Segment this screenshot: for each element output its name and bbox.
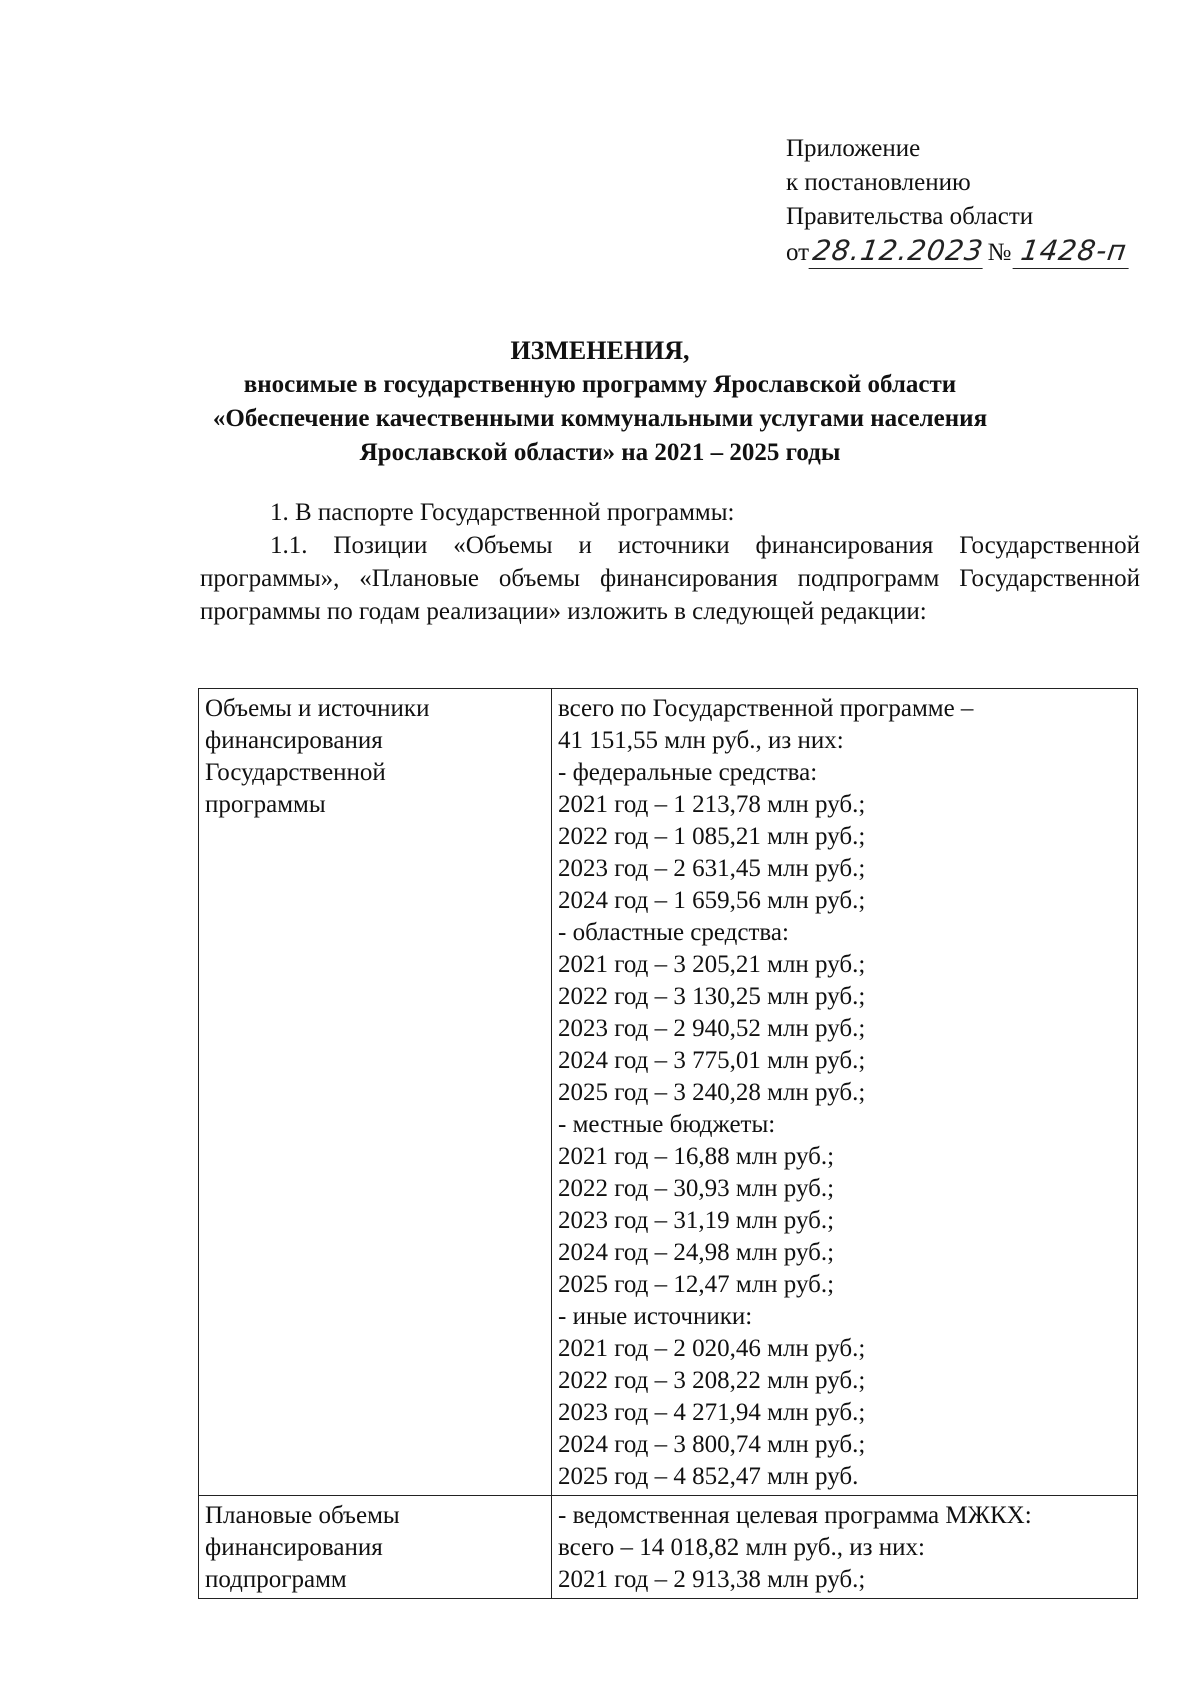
row1-label-line: Государственной [205, 759, 386, 786]
body-text [200, 496, 1140, 628]
row1-value-line: 2023 год – 31,19 млн руб.; [558, 1207, 835, 1234]
row1-value-line: 2021 год – 16,88 млн руб.; [558, 1143, 835, 1170]
table-row-subprogram-funding [199, 1496, 1138, 1599]
row2-value-cell [552, 1496, 1138, 1599]
row1-value-line: 2023 год – 4 271,94 млн руб.; [558, 1399, 866, 1426]
row2-value-line: всего – 14 018,82 млн руб., из них: [558, 1534, 925, 1561]
row2-value-line: - ведомственная целевая программа МЖКХ: [558, 1502, 1032, 1529]
row1-label-line: программы [205, 791, 326, 818]
appendix-block [786, 132, 1146, 270]
row1-value-line: 2023 год – 2 940,52 млн руб.; [558, 1015, 866, 1042]
row1-value-line: 2022 год – 30,93 млн руб.; [558, 1175, 835, 1202]
row2-label-line: Плановые объемы [205, 1502, 400, 1529]
row1-value-line: - иные источники: [558, 1303, 753, 1330]
document-subtitle-line-2: «Обеспечение качественными коммунальными услугами населения [212, 405, 988, 432]
date-prefix: от [786, 239, 810, 266]
document-subtitle-line-1: вносимые в государственную программу Ярославской области [243, 371, 957, 398]
handwritten-number: 1428-п [1013, 234, 1134, 269]
number-prefix: № [987, 239, 1012, 266]
row1-value-line: 2021 год – 2 020,46 млн руб.; [558, 1335, 866, 1362]
row1-value-line: 41 151,55 млн руб., из них: [558, 727, 844, 754]
row1-value-line: 2024 год – 3 800,74 млн руб.; [558, 1431, 866, 1458]
row2-label-line: подпрограмм [205, 1566, 347, 1593]
document-heading [180, 334, 1020, 470]
passport-table [198, 688, 1138, 1599]
row1-value-line: 2021 год – 3 205,21 млн руб.; [558, 951, 866, 978]
row1-value-line: 2024 год – 1 659,56 млн руб.; [558, 887, 866, 914]
row2-label-cell [199, 1496, 552, 1599]
row1-label-line: финансирования [205, 727, 383, 754]
row1-value-line: - местные бюджеты: [558, 1111, 776, 1138]
row1-value-line: 2024 год – 24,98 млн руб.; [558, 1239, 835, 1266]
document-subtitle-line-3: Ярославской области» на 2021 – 2025 годы [359, 439, 841, 466]
appendix-date-line [786, 234, 1146, 270]
row1-value-line: 2025 год – 12,47 млн руб.; [558, 1271, 835, 1298]
appendix-line-3: Правительства области [786, 203, 1034, 230]
row1-value-line: 2022 год – 3 208,22 млн руб.; [558, 1367, 866, 1394]
row1-value-line: 2021 год – 1 213,78 млн руб.; [558, 791, 866, 818]
document-title: ИЗМЕНЕНИЯ, [510, 336, 690, 365]
row1-value-line: - областные средства: [558, 919, 789, 946]
row1-value-line: 2022 год – 1 085,21 млн руб.; [558, 823, 866, 850]
appendix-line-2: к постановлению [786, 169, 971, 196]
row1-value-line: всего по Государственной программе – [558, 695, 974, 722]
row1-value-line: 2025 год – 4 852,47 млн руб. [558, 1463, 859, 1490]
row1-value-line: 2025 год – 3 240,28 млн руб.; [558, 1079, 866, 1106]
appendix-line-1: Приложение [786, 135, 921, 162]
row1-value-line: 2024 год – 3 775,01 млн руб.; [558, 1047, 866, 1074]
row2-value-line: 2021 год – 2 913,38 млн руб.; [558, 1566, 866, 1593]
row1-label-line: Объемы и источники [205, 695, 430, 722]
paragraph-1-1: 1.1. Позиции «Объемы и источники финансирования Государственной программы», «Плановые объемы финансирования подпрограмм Государственной программы по годам реализации» изложить в следующей редакции: [200, 532, 1140, 625]
row1-value-line: 2022 год – 3 130,25 млн руб.; [558, 983, 866, 1010]
row2-label-line: финансирования [205, 1534, 383, 1561]
row1-value-line: 2023 год – 2 631,45 млн руб.; [558, 855, 866, 882]
row1-value-line: - федеральные средства: [558, 759, 818, 786]
row1-label-cell [199, 689, 552, 1496]
table-row-funding-volumes [199, 689, 1138, 1496]
paragraph-1: 1. В паспорте Государственной программы: [270, 499, 735, 526]
handwritten-date: 28.12.2023 [809, 234, 988, 269]
row1-value-cell [552, 689, 1138, 1496]
